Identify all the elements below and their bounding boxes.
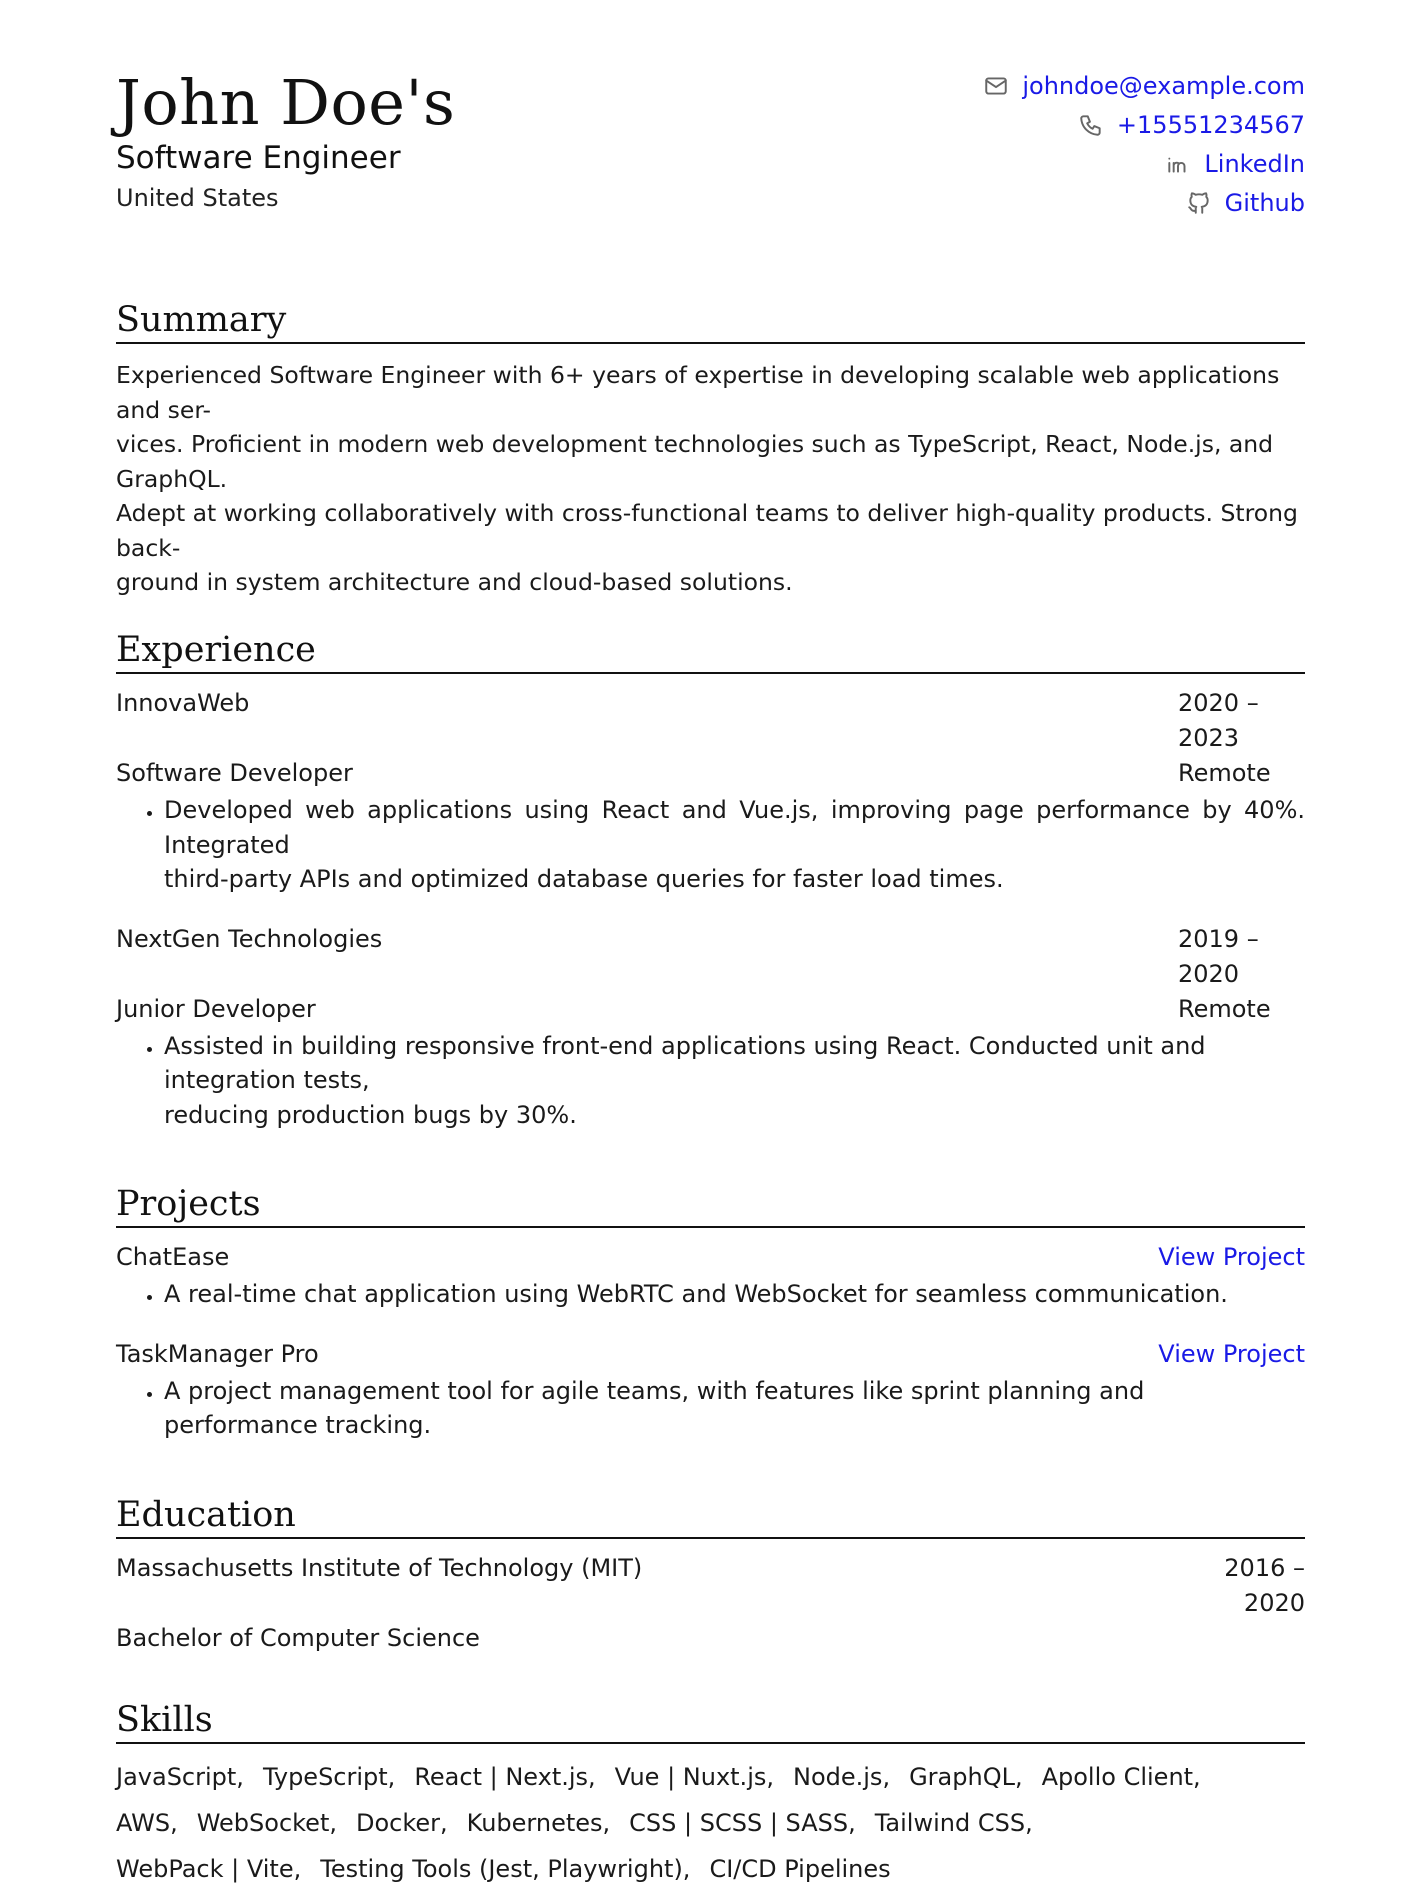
skill-item: JavaScript, (116, 1763, 244, 1792)
contact-email (982, 66, 1305, 105)
summary-line: vices. Proficient in modern web development technologies such as TypeScript, React, Node.js, and GraphQL. (116, 430, 1274, 493)
bullet-line: • Developed web applications using React and Vue.js, improving page performance by 40%. Integrated (164, 796, 1305, 859)
skill-item: Node.js, (793, 1763, 891, 1792)
candidate-role: Software Engineer (116, 140, 401, 176)
experience-bullets (116, 793, 1305, 897)
company-name: InnovaWeb (116, 689, 250, 717)
degree-name: Bachelor of Computer Science (116, 1624, 480, 1652)
skill-item: CI/CD Pipelines (709, 1855, 891, 1884)
education-header-row (116, 1551, 1305, 1621)
project-name: TaskManager Pro (116, 1339, 319, 1368)
section-title-projects: Projects (116, 1184, 1305, 1228)
bullet-line: • Assisted in building responsive front-end applications using React. Conducted unit and integration tests, (164, 1031, 1206, 1094)
resume-page (116, 64, 1305, 1892)
skill-item: Docker, (356, 1809, 448, 1838)
skill-item: WebSocket, (196, 1809, 337, 1838)
education-section (116, 1495, 1305, 1656)
experience-section (116, 630, 1305, 1132)
skill-item: Apollo Client, (1041, 1763, 1201, 1792)
experience-location: Remote (1178, 994, 1271, 1023)
projects-section (116, 1184, 1305, 1443)
bullet-line: third-party APIs and optimized database queries for faster load times. (164, 865, 1004, 893)
experience-bullets (116, 1029, 1305, 1133)
linkedin-icon (1164, 150, 1192, 178)
experience-subheader-row (116, 992, 1305, 1027)
skill-item: AWS, (116, 1809, 178, 1838)
candidate-name: John Doe's (116, 66, 456, 139)
list-item: • A real-time chat application using WebRTC and WebSocket for seamless communication. (164, 1277, 1305, 1312)
contact-linkedin (982, 144, 1305, 183)
summary-line: ground in system architecture and cloud-based solutions. (116, 568, 793, 597)
education-degree-row (116, 1621, 1305, 1656)
skill-item: Testing Tools (Jest, Playwright), (320, 1855, 691, 1884)
company-name: NextGen Technologies (116, 924, 383, 953)
list-item (164, 1029, 1305, 1133)
project-name: ChatEase (116, 1243, 230, 1272)
contact-phone (982, 105, 1305, 144)
candidate-location: United States (116, 184, 279, 212)
email-link[interactable]: johndoe@example.com (1022, 71, 1305, 100)
position-title: Software Developer (116, 759, 353, 787)
skill-item: Vue | Nuxt.js, (614, 1763, 774, 1792)
mail-icon (982, 72, 1010, 100)
project-bullets (116, 1374, 1305, 1443)
experience-location: Remote (1178, 759, 1271, 787)
project-bullets (116, 1277, 1305, 1312)
linkedin-link[interactable]: LinkedIn (1204, 149, 1305, 178)
resume-header (116, 64, 1305, 234)
project-entry (116, 1337, 1305, 1443)
list-item (164, 793, 1305, 897)
bullet-line: reducing production bugs by 30%. (164, 1100, 577, 1129)
contact-github (982, 183, 1305, 222)
section-title-education: Education (116, 1495, 1305, 1539)
education-dates: 2016 – 2020 (1224, 1554, 1305, 1617)
experience-subheader-row (116, 756, 1305, 791)
skills-section (116, 1700, 1305, 1892)
view-project-link[interactable]: View Project (1158, 1243, 1305, 1272)
experience-dates: 2020 – 2023 (1178, 689, 1259, 752)
section-title-skills: Skills (116, 1700, 1305, 1744)
phone-icon (1077, 111, 1105, 139)
summary-line: Experienced Software Engineer with 6+ years of expertise in developing scalable web applications and ser- (116, 361, 1280, 424)
summary-text (116, 358, 1305, 600)
project-entry (116, 1240, 1305, 1312)
experience-entry (116, 922, 1305, 1133)
list-item: • A project management tool for agile teams, with features like sprint planning and performance tracking. (164, 1374, 1305, 1443)
view-project-link[interactable]: View Project (1158, 1339, 1305, 1368)
github-link[interactable]: Github (1224, 188, 1305, 217)
education-entry (116, 1551, 1305, 1656)
skill-item: GraphQL, (909, 1763, 1023, 1792)
experience-header-row (116, 686, 1305, 756)
summary-line: Adept at working collaboratively with cross-functional teams to deliver high-quality products. Strong back- (116, 499, 1298, 562)
project-header-row (116, 1337, 1305, 1372)
skill-item: TypeScript, (262, 1763, 396, 1792)
skill-item: Tailwind CSS, (874, 1809, 1033, 1838)
experience-entry (116, 686, 1305, 897)
skill-item: CSS | SCSS | SASS, (629, 1809, 856, 1838)
summary-section (116, 300, 1305, 600)
experience-header-row (116, 922, 1305, 992)
phone-link[interactable]: +15551234567 (1116, 110, 1305, 139)
skills-list (116, 1754, 1236, 1892)
school-name: Massachusetts Institute of Technology (MIT) (116, 1554, 643, 1582)
skill-item: Kubernetes, (466, 1809, 611, 1838)
skill-item: WebPack | Vite, (116, 1855, 302, 1884)
github-icon (1185, 189, 1213, 217)
contact-list (982, 66, 1305, 222)
section-title-experience: Experience (116, 630, 1305, 674)
skill-item: React | Next.js, (414, 1763, 596, 1792)
project-header-row (116, 1240, 1305, 1275)
position-title: Junior Developer (116, 994, 316, 1023)
section-title-summary: Summary (116, 300, 1305, 344)
experience-dates: 2019 – 2020 (1178, 924, 1259, 988)
